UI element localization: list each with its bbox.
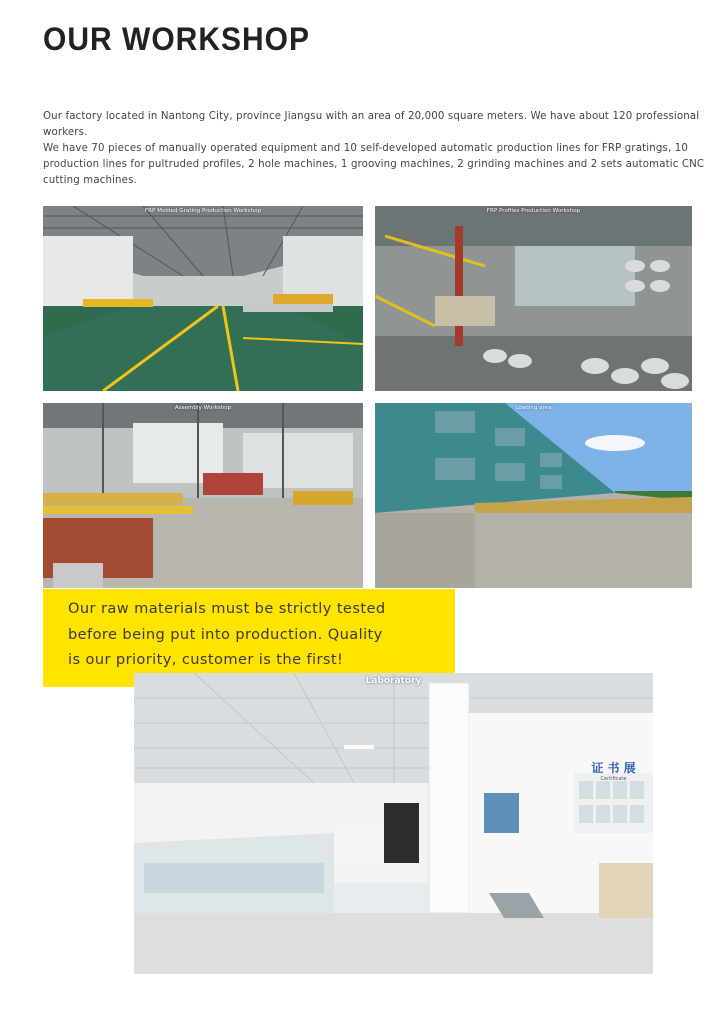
photo-caption: Assembly Workshop	[174, 405, 232, 411]
photo-grating-workshop	[43, 206, 363, 391]
loading-area-image	[375, 403, 692, 588]
intro-text	[43, 109, 705, 189]
photo-assembly-workshop	[43, 403, 363, 588]
laboratory-image	[134, 673, 653, 974]
quote-line: Our raw materials must be strictly tested	[68, 600, 386, 617]
assembly-workshop-image	[43, 403, 363, 588]
quote-text	[68, 596, 448, 673]
profiles-workshop-image	[375, 206, 692, 391]
photo-loading-area	[375, 403, 692, 588]
photo-caption: Laboratory	[365, 676, 422, 686]
grating-workshop-image	[43, 206, 363, 391]
photo-laboratory	[134, 673, 653, 974]
page-title: OUR WORKSHOP	[43, 22, 310, 58]
quote-line: before being put into production. Quality	[68, 625, 383, 643]
intro-paragraph-2: We have 70 pieces of manually operated equipment and 10 self-developed automatic production lines for FRP gratings, 10 production lines for pultruded profiles, 2 hole machines, 1 grooving machines, 2 grinding machines and 2 sets automatic CNC cutting machines.	[43, 143, 705, 186]
photo-profiles-workshop	[375, 206, 692, 391]
photo-caption: FRP Molded Grating Production Workshop	[144, 208, 262, 214]
quote-line: is our priority, customer is the first!	[68, 651, 344, 668]
photo-caption: FRP Profiles Production Workshop	[486, 208, 581, 214]
photo-caption: Loading area	[515, 405, 552, 411]
certificate-sign	[574, 759, 653, 782]
intro-paragraph-1: Our factory located in Nantong City, province Jiangsu with an area of 20,000 square meters. We have about 120 professional workers.	[43, 111, 700, 138]
certificate-sign-sub: Certificate	[600, 776, 627, 782]
certificate-sign-chars: 证 书 展	[591, 761, 636, 775]
